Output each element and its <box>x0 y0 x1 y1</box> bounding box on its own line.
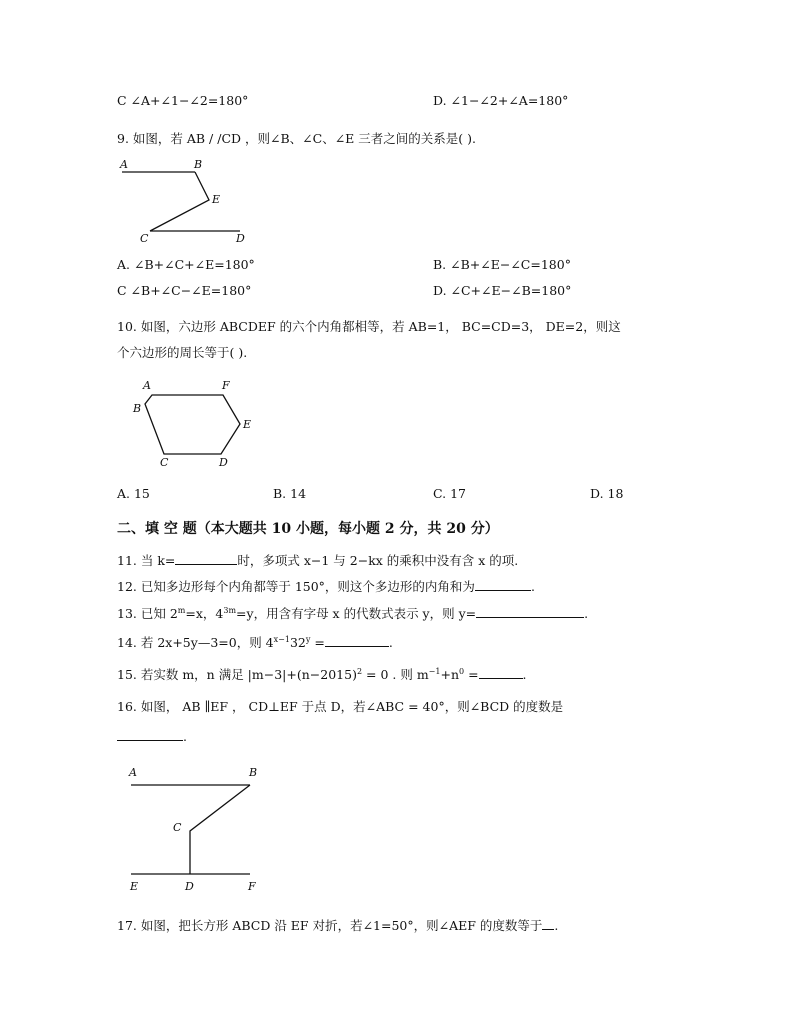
q9-stem: 9. 如图，若 AB / /CD ，则∠B、∠C、∠E 三者之间的关系是( ). <box>117 131 476 146</box>
q13-exp-1: m <box>177 605 186 615</box>
q10-option-c: C. 17 <box>433 486 466 501</box>
q9-label-b: B <box>194 158 203 171</box>
q10-label-e: E <box>243 418 252 431</box>
q13-mid-2: =y，用含有字母 x 的代数式表示 y，则 y= <box>236 606 477 621</box>
q16-label-d: D <box>185 880 194 893</box>
q14-post: . <box>388 635 393 650</box>
q14-exp-2: y <box>305 634 311 644</box>
q16-post: . <box>183 729 187 744</box>
q10-label-a: A <box>143 379 151 392</box>
q10-label-c: C <box>160 456 169 469</box>
q15-exp-1: 2 <box>356 666 363 676</box>
q16-label-f: F <box>248 880 256 893</box>
section-heading-fill-blank: 二、填 空 题（本大题共 10 小题，每小题 2 分，共 20 分） <box>117 521 499 537</box>
q10-label-f: F <box>222 379 230 392</box>
q15-post: . <box>522 667 527 682</box>
q15-pre: 15. 若实数 m，n 满足 |m−3|+(n−2015) <box>117 667 357 682</box>
q16-label-a: A <box>129 766 137 779</box>
q9-label-a: A <box>120 158 128 171</box>
q14-pre: 14. 若 2x+5y—3=0，则 4 <box>117 635 274 650</box>
q10-stem-line2: 个六边形的周长等于( ). <box>117 345 248 360</box>
q13-mid-1: =x，4 <box>185 606 224 621</box>
q15-exp-2: −1 <box>428 666 441 676</box>
q17 <box>117 917 558 934</box>
q10-label-b: B <box>133 402 142 415</box>
q17-answer-blank[interactable] <box>542 917 554 930</box>
q16-label-b: B <box>249 766 258 779</box>
q9-option-a: A. ∠B+∠C+∠E=180° <box>117 257 255 272</box>
q17-stem: 17. 如图，把长方形 ABCD 沿 EF 对折，若∠1=50°，则∠AEF 的度数等于 <box>117 918 543 933</box>
q15-mid: = 0 . 则 m <box>362 667 429 682</box>
q9-option-c: C ∠B+∠C−∠E=180° <box>117 283 252 298</box>
q8-option-d: D. ∠1−∠2+∠A=180° <box>433 93 569 108</box>
q14-eq: = <box>310 635 325 650</box>
q10-label-d: D <box>219 456 228 469</box>
q10-option-b: B. 14 <box>273 486 307 501</box>
q9-option-b: B. ∠B+∠E−∠C=180° <box>433 257 571 272</box>
q10-option-d: D. 18 <box>590 486 624 501</box>
q15-eq: = <box>464 667 479 682</box>
q16-stem: 16. 如图， AB ∥EF ， CD⊥EF 于点 D，若∠ABC = 40°，则∠BCD 的度数是 <box>117 699 564 714</box>
q10-option-a: A. 15 <box>117 486 150 501</box>
q16-label-c: C <box>173 821 182 834</box>
q13-pre: 13. 已知 2 <box>117 606 178 621</box>
q13-exp-2: 3m <box>223 605 237 615</box>
q9-label-c: C <box>140 232 149 245</box>
q12-post: . <box>530 579 535 594</box>
q11-post: 时，多项式 x−1 与 2−kx 的乘积中没有含 x 的项. <box>237 553 519 568</box>
q15-mid-2: +n <box>440 667 459 682</box>
q9-label-e: E <box>212 193 221 206</box>
q10-stem-line1: 10. 如图，六边形 ABCDEF 的六个内角都相等，若 AB=1， BC=CD=3， DE=2，则这 <box>117 319 621 334</box>
q13-post: . <box>584 606 589 621</box>
q12-pre: 12. 已知多边形每个内角都等于 150°，则这个多边形的内角和为 <box>117 579 475 594</box>
q16-label-e: E <box>130 880 139 893</box>
q8-option-c: C ∠A+∠1−∠2=180° <box>117 93 249 108</box>
q17-post: . <box>554 918 559 933</box>
q14-exp-1: x−1 <box>273 634 290 644</box>
q15-exp-3: 0 <box>459 666 465 676</box>
q9-label-d: D <box>236 232 245 245</box>
q14-mid: 32 <box>289 635 306 650</box>
q11-pre: 11. 当 k= <box>117 553 176 568</box>
q9-option-d: D. ∠C+∠E−∠B=180° <box>433 283 572 298</box>
